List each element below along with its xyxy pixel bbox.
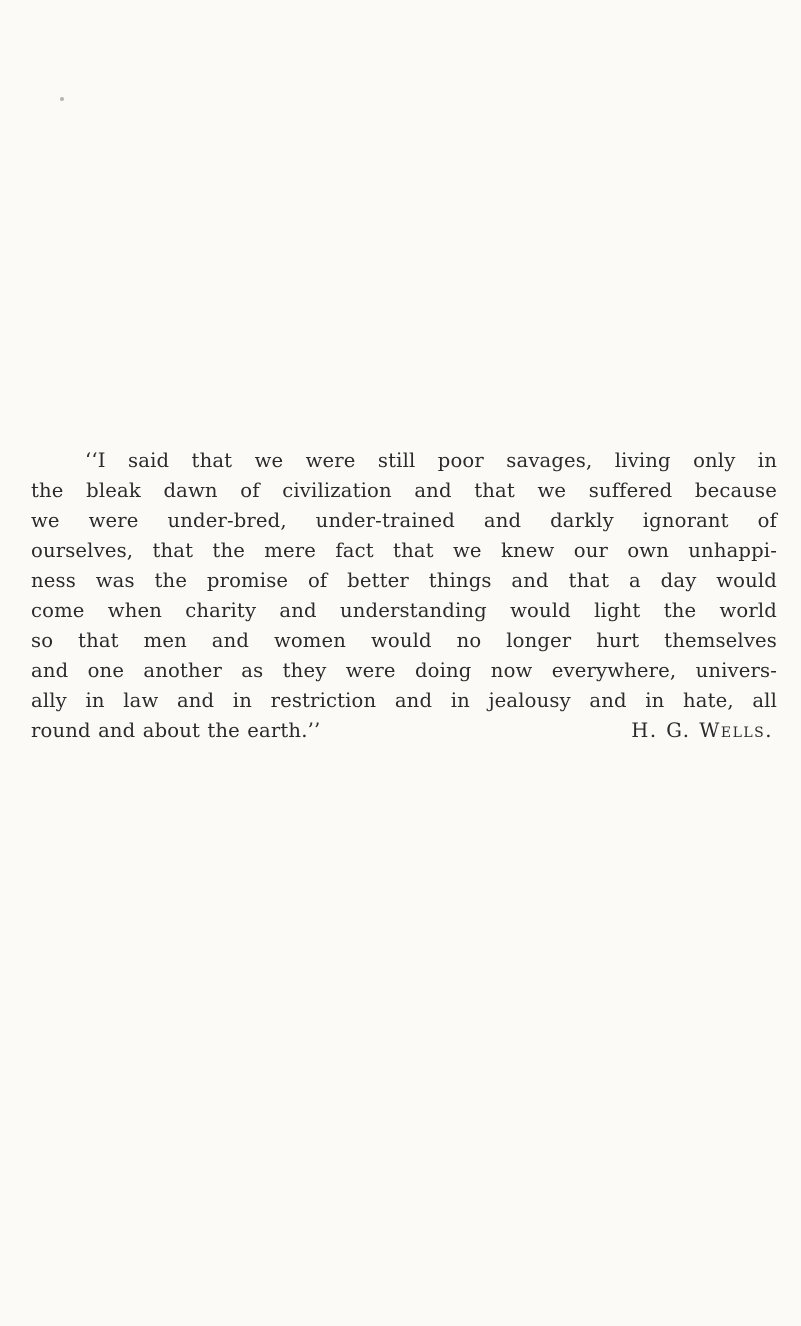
quotation-block — [31, 446, 777, 746]
author-surname: Wells. — [699, 719, 773, 742]
quote-line: the bleak dawn of civilization and that we suffered because — [31, 479, 777, 502]
print-speck — [60, 97, 64, 101]
quote-line: ness was the promise of better things and that a day would — [31, 569, 777, 592]
author-initials: H. G. — [631, 719, 691, 742]
quote-line: and one another as they were doing now everywhere, univers- — [31, 659, 777, 682]
quote-line: ally in law and in restriction and in jealousy and in hate, all — [31, 689, 777, 712]
quote-line: ourselves, that the mere fact that we knew our own unhappi- — [31, 539, 777, 562]
quote-line: round and about the earth.’’ — [31, 719, 321, 742]
author-attribution — [631, 716, 777, 746]
quote-line: we were under-bred, under-trained and darkly ignorant of — [31, 509, 777, 532]
quote-line: so that men and women would no longer hurt themselves — [31, 629, 777, 652]
quote-final-line — [31, 716, 777, 746]
quote-line: come when charity and understanding would light the world — [31, 599, 777, 622]
quote-line: ‘‘I said that we were still poor savages, living only in — [85, 449, 777, 472]
